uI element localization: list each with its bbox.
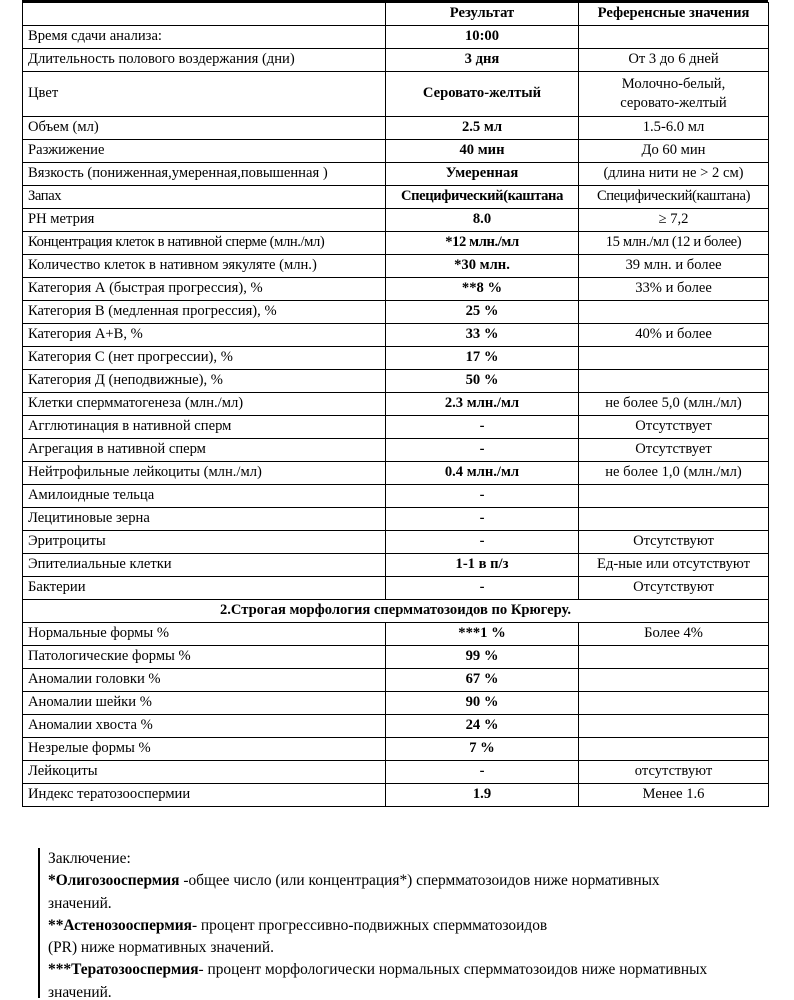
row-result-value: - bbox=[386, 761, 579, 784]
conclusion-heading: Заключение: bbox=[48, 850, 131, 867]
row-result-value: - bbox=[386, 508, 579, 531]
table-row bbox=[23, 370, 769, 393]
row-label: Нормальные формы % bbox=[23, 623, 386, 646]
conclusion-term: *Олигозооспермия bbox=[48, 872, 180, 890]
row-reference-value: 1.5-6.0 мл bbox=[579, 117, 769, 140]
row-label: Длительность полового воздержания (дни) bbox=[23, 49, 386, 72]
row-result-value: 7 % bbox=[386, 738, 579, 761]
row-result-value: 3 дня bbox=[386, 49, 579, 72]
conclusion-lines bbox=[48, 870, 794, 998]
row-reference-value: 15 млн./мл (12 и более) bbox=[579, 232, 769, 255]
row-reference-value: Отсутствуют bbox=[579, 531, 769, 554]
row-reference-value bbox=[579, 646, 769, 669]
row-label: Патологические формы % bbox=[23, 646, 386, 669]
row-reference-value: Менее 1.6 bbox=[579, 784, 769, 807]
table-row bbox=[23, 140, 769, 163]
table-row bbox=[23, 347, 769, 370]
section-header-label: 2.Строгая морфология спермматозоидов по Крюгеру. bbox=[23, 600, 769, 623]
row-label: Лецитиновые зерна bbox=[23, 508, 386, 531]
row-reference-value: не более 5,0 (млн./мл) bbox=[579, 393, 769, 416]
row-label: Аномалии шейки % bbox=[23, 692, 386, 715]
table-row bbox=[23, 692, 769, 715]
row-label: Эпителиальные клетки bbox=[23, 554, 386, 577]
table-row bbox=[23, 117, 769, 140]
row-reference-value bbox=[579, 692, 769, 715]
row-label: Категория А+В, % bbox=[23, 324, 386, 347]
table-row bbox=[23, 278, 769, 301]
row-label: Категория Д (неподвижные), % bbox=[23, 370, 386, 393]
table-row bbox=[23, 577, 769, 600]
row-result-value: 1.9 bbox=[386, 784, 579, 807]
row-label: Вязкость (пониженная,умеренная,повышенная ) bbox=[23, 163, 386, 186]
row-result-value: 33 % bbox=[386, 324, 579, 347]
table-row bbox=[23, 508, 769, 531]
row-reference-value: От 3 до 6 дней bbox=[579, 49, 769, 72]
row-label: Количество клеток в нативном эякуляте (млн.) bbox=[23, 255, 386, 278]
table-row bbox=[23, 738, 769, 761]
row-label: Время сдачи анализа: bbox=[23, 26, 386, 49]
table-row bbox=[23, 784, 769, 807]
row-reference-value bbox=[579, 508, 769, 531]
row-result-value: - bbox=[386, 416, 579, 439]
row-reference-value: 33% и более bbox=[579, 278, 769, 301]
conclusion-line: значений. bbox=[48, 983, 112, 998]
conclusion-line: **Астенозооспермия- процент прогрессивно-подвижных спермматозоидов bbox=[48, 916, 548, 934]
table-row bbox=[23, 623, 769, 646]
row-label: Разжижение bbox=[23, 140, 386, 163]
row-result-value: 2.5 мл bbox=[386, 117, 579, 140]
row-label: Запах bbox=[23, 186, 386, 209]
row-label: Лейкоциты bbox=[23, 761, 386, 784]
table-row bbox=[23, 462, 769, 485]
row-result-value: 8.0 bbox=[386, 209, 579, 232]
conclusion-section bbox=[38, 848, 794, 998]
row-result-value: - bbox=[386, 577, 579, 600]
conclusion-line: значений. bbox=[48, 894, 112, 912]
row-result-value: 67 % bbox=[386, 669, 579, 692]
row-reference-value bbox=[579, 738, 769, 761]
row-result-value: - bbox=[386, 485, 579, 508]
row-reference-value bbox=[579, 347, 769, 370]
row-label: Индекс тератозооспермии bbox=[23, 784, 386, 807]
column-header-name bbox=[23, 3, 386, 26]
row-label: РН метрия bbox=[23, 209, 386, 232]
row-reference-value: ≥ 7,2 bbox=[579, 209, 769, 232]
row-reference-value: отсутствуют bbox=[579, 761, 769, 784]
row-reference-value bbox=[579, 485, 769, 508]
table-row bbox=[23, 485, 769, 508]
row-label: Категория В (медленная прогрессия), % bbox=[23, 301, 386, 324]
row-reference-value: Молочно-белый, серовато-желтый bbox=[579, 72, 769, 117]
row-label: Цвет bbox=[23, 72, 386, 117]
row-label: Аномалии головки % bbox=[23, 669, 386, 692]
table-row bbox=[23, 554, 769, 577]
spermogram-results-table bbox=[22, 2, 769, 807]
row-label: Категория А (быстрая прогрессия), % bbox=[23, 278, 386, 301]
row-reference-value: не более 1,0 (млн./мл) bbox=[579, 462, 769, 485]
row-reference-value: 39 млн. и более bbox=[579, 255, 769, 278]
row-label: Концентрация клеток в нативной сперме (млн./мл) bbox=[23, 232, 386, 255]
table-row bbox=[23, 669, 769, 692]
table-row bbox=[23, 761, 769, 784]
section-header-row bbox=[23, 600, 769, 623]
row-result-value: *12 млн./мл bbox=[386, 232, 579, 255]
row-result-value: 2.3 млн./мл bbox=[386, 393, 579, 416]
table-row bbox=[23, 49, 769, 72]
row-result-value: 50 % bbox=[386, 370, 579, 393]
conclusion-line: (PR) ниже нормативных значений. bbox=[48, 939, 274, 957]
row-result-value: Умеренная bbox=[386, 163, 579, 186]
row-label: Незрелые формы % bbox=[23, 738, 386, 761]
row-result-value: 17 % bbox=[386, 347, 579, 370]
conclusion-line: *Олигозооспермия -общее число (или концентрация*) спермматозоидов ниже нормативных bbox=[48, 872, 660, 890]
row-label: Эритроциты bbox=[23, 531, 386, 554]
row-reference-value: Отсутствуют bbox=[579, 577, 769, 600]
row-result-value: 25 % bbox=[386, 301, 579, 324]
row-reference-value: Отсутствует bbox=[579, 416, 769, 439]
table-row bbox=[23, 715, 769, 738]
table-row bbox=[23, 439, 769, 462]
row-label: Бактерии bbox=[23, 577, 386, 600]
column-header-result: Результат bbox=[386, 3, 579, 26]
row-reference-value: Отсутствует bbox=[579, 439, 769, 462]
row-reference-value: Специфический(каштана) bbox=[579, 186, 769, 209]
table-row bbox=[23, 72, 769, 117]
row-reference-value bbox=[579, 669, 769, 692]
row-reference-value bbox=[579, 301, 769, 324]
row-result-value: Серовато-желтый bbox=[386, 72, 579, 117]
table-row bbox=[23, 186, 769, 209]
conclusion-term: ***Тератозооспермия bbox=[48, 961, 199, 979]
row-label: Клетки спермматогенеза (млн./мл) bbox=[23, 393, 386, 416]
row-label: Агрегация в нативной сперм bbox=[23, 439, 386, 462]
table-row bbox=[23, 209, 769, 232]
row-result-value: 0.4 млн./мл bbox=[386, 462, 579, 485]
table-row bbox=[23, 232, 769, 255]
row-result-value: ***1 % bbox=[386, 623, 579, 646]
table-body bbox=[23, 3, 769, 807]
row-reference-value bbox=[579, 715, 769, 738]
table-header-row bbox=[23, 3, 769, 26]
row-result-value: 99 % bbox=[386, 646, 579, 669]
row-result-value: 24 % bbox=[386, 715, 579, 738]
table-row bbox=[23, 393, 769, 416]
row-reference-value: До 60 мин bbox=[579, 140, 769, 163]
row-result-value: - bbox=[386, 439, 579, 462]
row-label: Категория С (нет прогрессии), % bbox=[23, 347, 386, 370]
table-row bbox=[23, 163, 769, 186]
column-header-reference: Референсные значения bbox=[579, 3, 769, 26]
row-label: Амилоидные тельца bbox=[23, 485, 386, 508]
row-result-value: Специфический(каштана bbox=[386, 186, 579, 209]
table-row bbox=[23, 646, 769, 669]
conclusion-term: **Астенозооспермия bbox=[48, 916, 192, 934]
row-result-value: 10:00 bbox=[386, 26, 579, 49]
row-result-value: 90 % bbox=[386, 692, 579, 715]
table-row bbox=[23, 301, 769, 324]
row-result-value: 40 мин bbox=[386, 140, 579, 163]
table-row bbox=[23, 324, 769, 347]
row-label: Объем (мл) bbox=[23, 117, 386, 140]
row-result-value: - bbox=[386, 531, 579, 554]
table-row bbox=[23, 26, 769, 49]
row-reference-value: Ед-ные или отсутствуют bbox=[579, 554, 769, 577]
table-row bbox=[23, 416, 769, 439]
table-row bbox=[23, 255, 769, 278]
row-reference-value: Более 4% bbox=[579, 623, 769, 646]
row-reference-value: (длина нити не > 2 см) bbox=[579, 163, 769, 186]
row-result-value: *30 млн. bbox=[386, 255, 579, 278]
row-result-value: **8 % bbox=[386, 278, 579, 301]
row-label: Агглютинация в нативной сперм bbox=[23, 416, 386, 439]
row-reference-value bbox=[579, 370, 769, 393]
conclusion-line: ***Тератозооспермия- процент морфологически нормальных спермматозоидов ниже нормативных bbox=[48, 961, 708, 979]
row-label: Аномалии хвоста % bbox=[23, 715, 386, 738]
row-reference-value: 40% и более bbox=[579, 324, 769, 347]
row-result-value: 1-1 в п/з bbox=[386, 554, 579, 577]
row-reference-value bbox=[579, 26, 769, 49]
table-row bbox=[23, 531, 769, 554]
row-label: Нейтрофильные лейкоциты (млн./мл) bbox=[23, 462, 386, 485]
